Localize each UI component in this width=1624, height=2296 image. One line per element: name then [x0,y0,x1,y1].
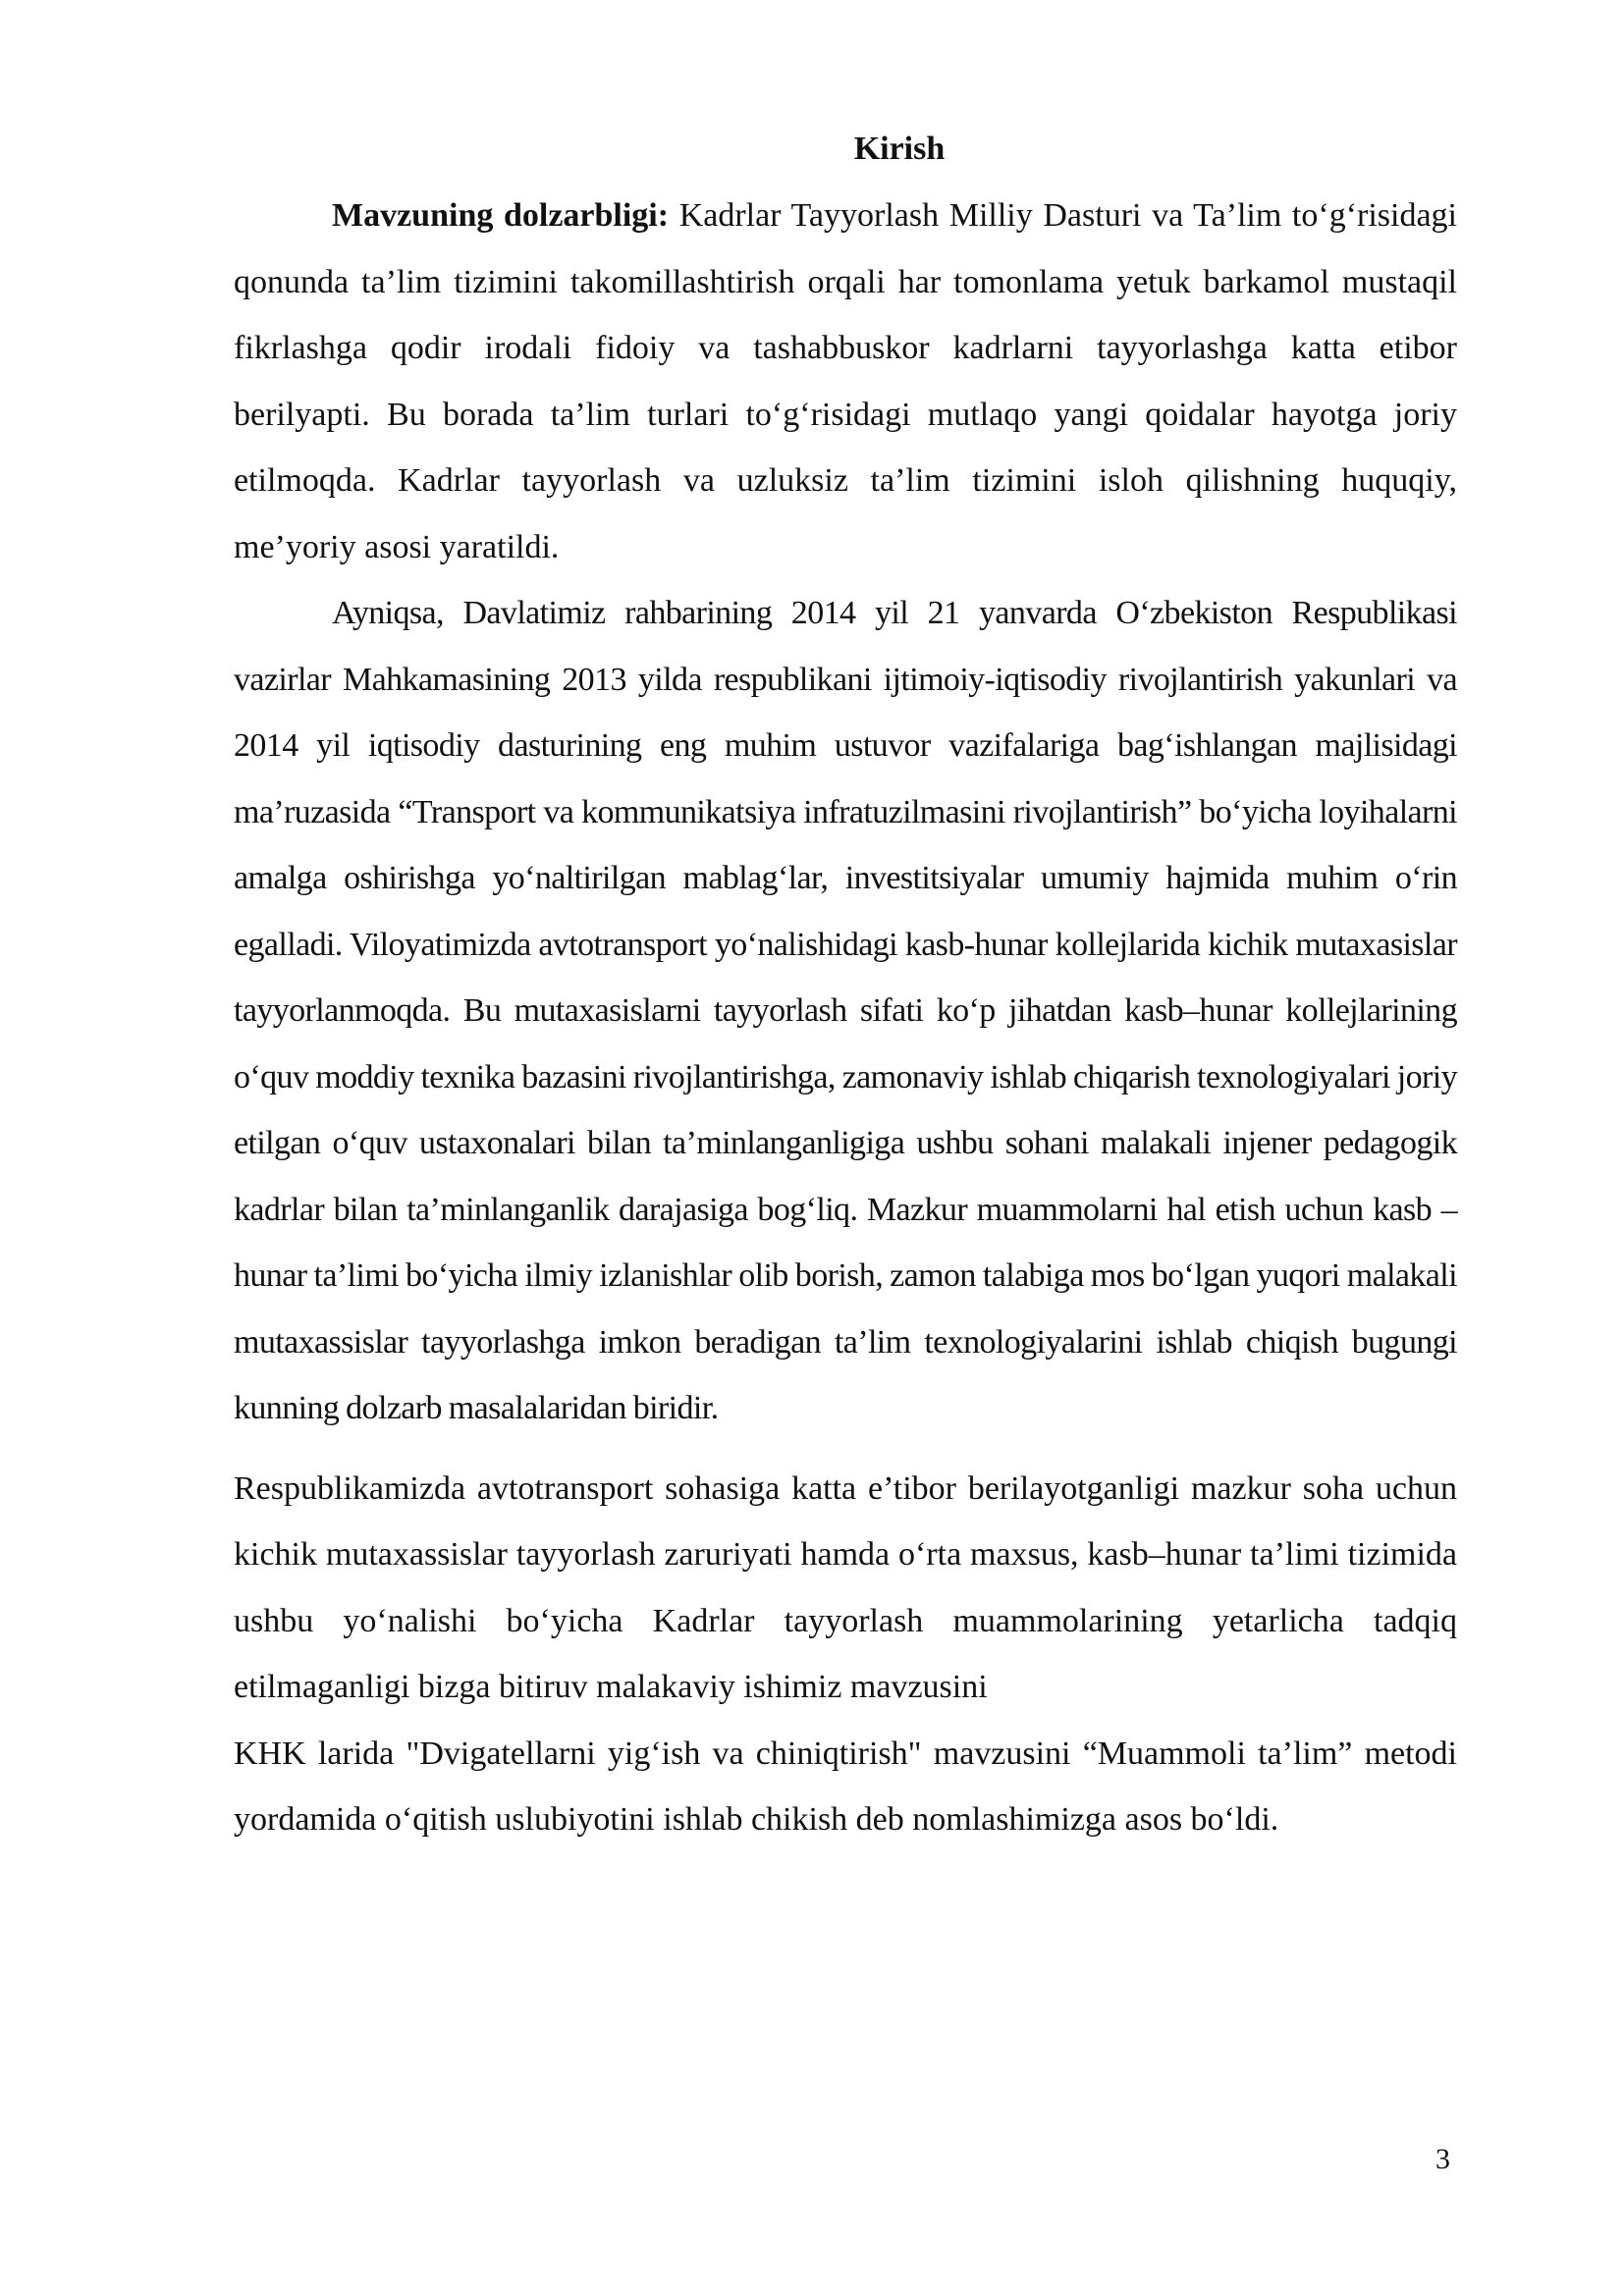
relevance-heading: Mavzuning dolzarbligi: [332,197,670,234]
page-number: 3 [1435,2143,1450,2175]
context-paragraph: Ayniqsa, Davlatimiz rahbarining 2014 yil 21 yanvarda O‘zbekiston Respublikasi vazirlar Mahkamasining 2013 yilda respublikani ijtimoiy-iqtisodiy rivojlantirish yakunlari va 2014 yil iqtisodiy dasturining eng muhim ustuvor vazifalariga bag‘ishlangan majlisidagi ma’ruzasida “Transport va kommunikatsiya infratuzilmasini rivojlantirish” bo‘yicha loyihalarni amalga oshirishga yo‘naltirilgan mablag‘lar, investitsiyalar umumiy hajmida muhim o‘rin egalladi. Viloyatimizda avtotransport yo‘nalishidagi kasb-hunar kollejlarida kichik mutaxasislar tayyorlanmoqda. Bu mutaxasislarni tayyorlash sifati ko‘p jihatdan kasb–hunar kollejlarining o‘quv moddiy texnika bazasini rivojlantirishga, zamonaviy ishlab chiqarish texnologiyalari joriy etilgan o‘quv ustaxonalari bilan ta’minlanganligiga ushbu sohani malakali injener pedagogik kadrlar bilan ta’minlanganlik darajasiga bog‘liq. Mazkur muammolarni hal etish uchun kasb – hunar ta’limi bo‘yicha ilmiy izlanishlar olib borish, zamon talabiga mos bo‘lgan yuqori malakali mutaxassislar tayyorlashga imkon beradigan ta’lim texnologiyalarini ishlab chiqish bugungi kunning dolzarb masalalaridan biridir. [234,595,1457,1426]
relevance-paragraph [234,183,1457,580]
rationale-paragraph: Respublikamizda avtotransport sohasiga katta e’tibor berilayotganligi mazkur soha uchun kichik mutaxassislar tayyorlash zaruriyati hamda o‘rta maxsus, kasb–hunar ta’limi tizimida ushbu yo‘nalishi bo‘yicha Kadrlar tayyorlash muammolarining yetarlicha tadqiq etilmaganligi bizga bitiruv malakaviy ishimiz mavzusini [234,1469,1457,1705]
document-page [234,116,1457,1853]
relevance-text: Kadrlar Tayyorlash Milliy Dasturi va Ta’lim to‘g‘risidagi qonunda ta’lim tizimini takomillashtirish orqali har tomonlama yetuk barkamol mustaqil fikrlashga qodir irodali fidoiy va tashabbuskor kadrlarni tayyorlashga katta etibor berilyapti. Bu borada ta’lim turlari to‘g‘risidagi mutlaqo yangi qoidalar hayotga joriy etilmoqda. Kadrlar tayyorlash va uzluksiz ta’lim tizimini isloh qilishning huquqiy, me’yoriy asosi yaratildi. [234,197,1458,565]
page-title: Kirish [853,131,946,167]
topic-paragraph: KHK larida "Dvigatellarni yig‘ish va chiniqtirish" mavzusini “Muammoli ta’lim” metodi yordamida o‘qitish uslubiyotini ishlab chikish deb nomlashimizga asos bo‘ldi. [234,1735,1457,1838]
